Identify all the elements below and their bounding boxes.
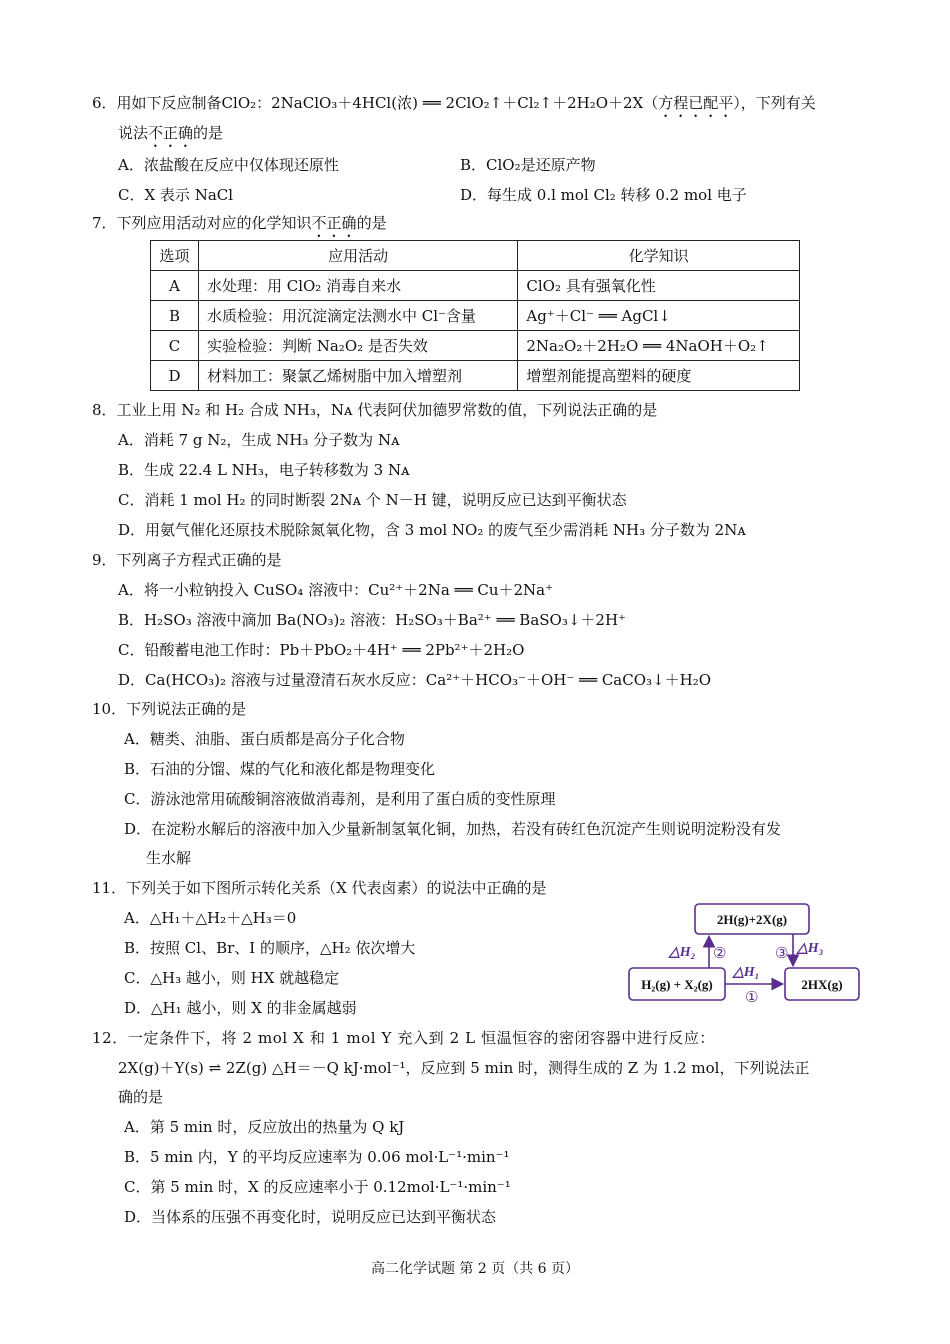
table-cell: D <box>151 361 199 391</box>
page-footer: 高二化学试题 第 2 页（共 6 页） <box>370 1261 580 1277</box>
q10-option-a: A．糖类、油脂、蛋白质都是高分子化合物 <box>124 730 405 748</box>
table-cell: 水质检验：用沉淀滴定法测水中 Cl⁻含量 <box>198 301 517 331</box>
q7-stem-end: 的是 <box>356 214 387 232</box>
q12-stem-line1: 12．一定条件下，将 2 mol X 和 1 mol Y 充入到 2 L 恒温恒容的密闭容器中进行反应： <box>92 1029 716 1047</box>
q8-option-c: C．消耗 1 mol H₂ 的同时断裂 2Nᴀ 个 N－H 键，说明反应已达到平衡状态 <box>118 491 627 509</box>
q9-option-d: D．Ca(HCO₃)₂ 溶液与过量澄清石灰水反应：Ca²⁺＋HCO₃⁻＋OH⁻ ══ CaCO₃↓＋H₂O <box>118 671 711 689</box>
q11-option-d: D．△H₁ 越小，则 X 的非金属越弱 <box>124 999 357 1017</box>
q6-option-a: A．浓盐酸在反应中仅体现还原性 <box>118 156 339 174</box>
q10-option-b: B．石油的分馏、煤的气化和液化都是物理变化 <box>124 760 436 778</box>
q6-stem-line1 <box>92 93 816 121</box>
q8-option-b: B．生成 22.4 L NH₃，电子转移数为 3 Nᴀ <box>118 461 410 479</box>
right-state-label: 2HX(g) <box>801 977 843 992</box>
table-header: 应用活动 <box>198 241 517 271</box>
q10-option-d: D．在淀粉水解后的溶液中加入少量新制氢氧化铜，加热，若没有砖红色沉淀产生则说明淀粉没有发 <box>124 820 782 838</box>
q8-option-d: D．用氨气催化还原技术脱除氮氧化物，含 3 mol NO₂ 的废气至少需消耗 NH₃ 分子数为 2Nᴀ <box>118 521 746 539</box>
dh2-label: △H₂ <box>669 945 696 960</box>
q9-option-a: A．将一小粒钠投入 CuSO₄ 溶液中：Cu²⁺＋2Na ══ Cu＋2Na⁺ <box>118 581 554 599</box>
table-cell: C <box>151 331 199 361</box>
q11-option-c: C．△H₃ 越小，则 HX 就越稳定 <box>124 969 340 987</box>
q11-stem: 11．下列关于如下图所示转化关系（X 代表卤素）的说法中正确的是 <box>92 879 547 897</box>
q11-option-a: A．△H₁＋△H₂＋△H₃＝0 <box>124 909 297 927</box>
table-header: 化学知识 <box>518 241 800 271</box>
q9-option-c: C．铅酸蓄电池工作时：Pb＋PbO₂＋4H⁺ ══ 2Pb²⁺＋2H₂O <box>118 641 525 659</box>
table-cell: ClO₂ 具有强氧化性 <box>518 271 800 301</box>
left-state-label: H₂(g) + X₂(g) <box>641 977 713 992</box>
table-row <box>151 301 800 331</box>
step-3-number: ③ <box>775 944 789 962</box>
q8-stem: 8．工业上用 N₂ 和 H₂ 合成 NH₃，Nᴀ 代表阿伏加德罗常数的值，下列说法正确的是 <box>92 401 658 419</box>
q6-line2-end: 的是 <box>193 124 224 142</box>
dh1-label: △H₁ <box>733 965 760 980</box>
q6-line2-pre: 说法 <box>118 124 149 142</box>
q6-option-b: B．ClO₂是还原产物 <box>460 156 596 174</box>
q6-stem-line2 <box>118 123 223 151</box>
q10-stem: 10．下列说法正确的是 <box>92 700 247 718</box>
table-cell: 实验检验：判断 Na₂O₂ 是否失效 <box>198 331 517 361</box>
q12-option-a: A．第 5 min 时，反应放出的热量为 Q kJ <box>124 1118 405 1136</box>
table-cell: B <box>151 301 199 331</box>
q6-line1-text: 6．用如下反应制备ClO₂：2NaClO₃＋4HCl(浓) ══ 2ClO₂↑＋Cl₂↑＋2H₂O＋2X（ <box>92 94 659 112</box>
table-header: 选项 <box>151 241 199 271</box>
step-2-number: ② <box>713 944 727 962</box>
q12-option-d: D．当体系的压强不再变化时，说明反应已达到平衡状态 <box>124 1208 497 1226</box>
q9-option-b: B．H₂SO₃ 溶液中滴加 Ba(NO₃)₂ 溶液：H₂SO₃＋Ba²⁺ ══ BaSO₃↓＋2H⁺ <box>118 611 626 629</box>
table-cell: 增塑剂能提高塑料的硬度 <box>518 361 800 391</box>
q10-option-c: C．游泳池常用硫酸铜溶液做消毒剂，是利用了蛋白质的变性原理 <box>124 790 556 808</box>
q6-line1-end: ），下列有关 <box>733 94 816 112</box>
q11-option-b: B．按照 Cl、Br、I 的顺序，△H₂ 依次增大 <box>124 939 416 957</box>
q7-emphasis: 不正确 <box>311 214 357 232</box>
dh3-label: △H₃ <box>797 941 824 956</box>
table-row <box>151 361 800 391</box>
table-row <box>151 331 800 361</box>
q7-stem <box>92 213 387 241</box>
q12-option-c: C．第 5 min 时，X 的反应速率小于 0.12mol·L⁻¹·min⁻¹ <box>124 1178 511 1196</box>
table-cell: A <box>151 271 199 301</box>
q6-emphasis: 方程已配平 <box>658 94 734 112</box>
energy-cycle-diagram <box>625 900 865 1010</box>
table-cell: Ag⁺＋Cl⁻ ══ AgCl↓ <box>518 301 800 331</box>
table-header-row <box>151 241 800 271</box>
q6-line2-emphasis: 不正确 <box>148 124 194 142</box>
table-cell: 2Na₂O₂＋2H₂O ══ 4NaOH＋O₂↑ <box>518 331 800 361</box>
q7-stem-pre: 7．下列应用活动对应的化学知识 <box>92 214 312 232</box>
q12-option-b: B．5 min 内，Y 的平均反应速率为 0.06 mol·L⁻¹·min⁻¹ <box>124 1148 510 1166</box>
q10-option-d-cont: 生水解 <box>146 849 192 867</box>
q7-table <box>150 240 800 391</box>
q8-option-a: A．消耗 7 g N₂，生成 NH₃ 分子数为 Nᴀ <box>118 431 400 449</box>
top-state-label: 2H(g)+2X(g) <box>716 912 788 927</box>
table-row <box>151 271 800 301</box>
q6-option-d: D．每生成 0.l mol Cl₂ 转移 0.2 mol 电子 <box>460 186 747 204</box>
q12-stem-line3: 确的是 <box>118 1088 164 1106</box>
step-1-number: ① <box>745 988 759 1006</box>
q12-stem-line2: 2X(g)＋Y(s) ⇌ 2Z(g) △H＝－Q kJ·mol⁻¹，反应到 5 min 时，测得生成的 Z 为 1.2 mol，下列说法正 <box>118 1059 810 1077</box>
table-cell: 水处理：用 ClO₂ 消毒自来水 <box>198 271 517 301</box>
table-cell: 材料加工：聚氯乙烯树脂中加入增塑剂 <box>198 361 517 391</box>
q9-stem: 9．下列离子方程式正确的是 <box>92 551 282 569</box>
q6-option-c: C．X 表示 NaCl <box>118 186 234 204</box>
